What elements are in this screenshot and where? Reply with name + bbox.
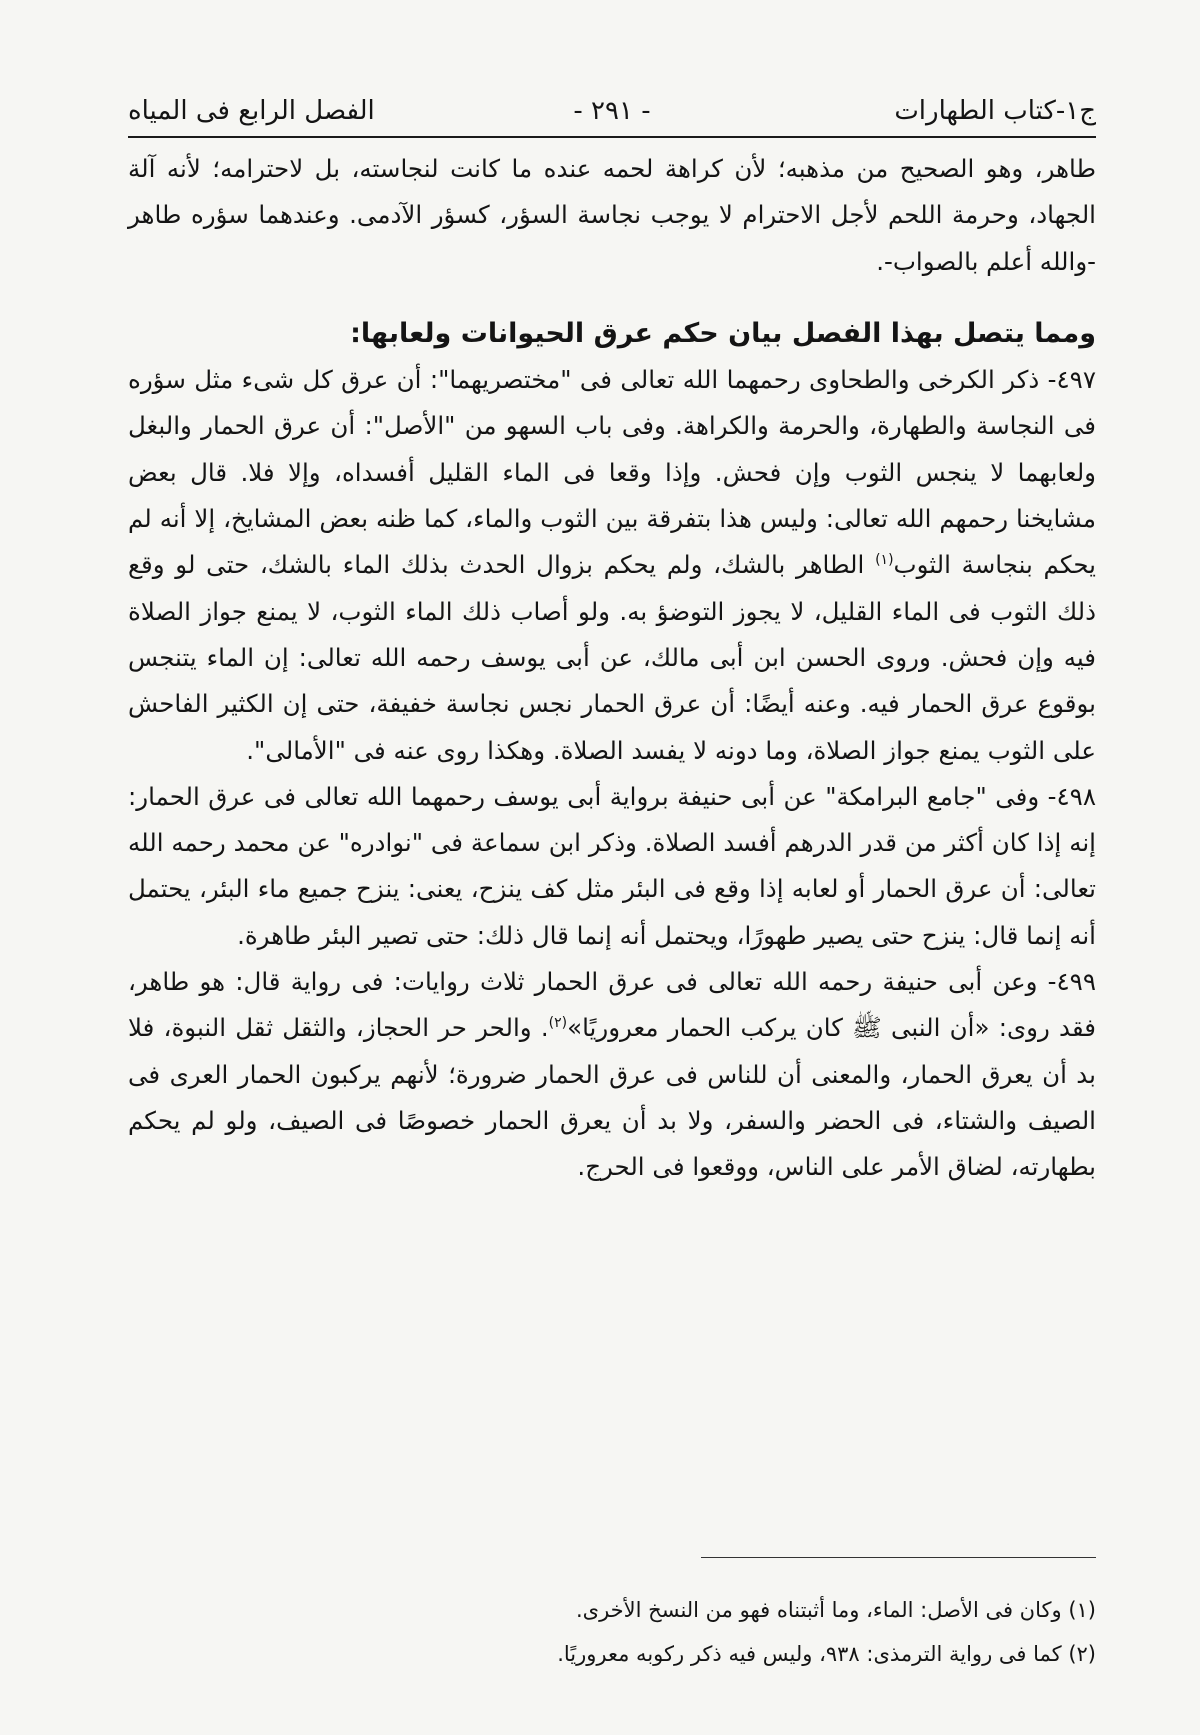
running-head-volume-book: ج١-كتاب الطهارات bbox=[894, 96, 1096, 126]
paragraph-498: ٤٩٨- وفى "جامع البرامكة" عن أبى حنيفة برواية أبى يوسف رحمهما الله تعالى فى عرق الحمار: إنه إذا كان أكثر من قدر الدرهم أفسد الصلاة. وذكر ابن سماعة فى "نوادره" عن محمد رحمه الله تعالى: أن عرق الحمار أو لعابه إذا وقع فى البئر مثل كف ينزح، يعنى: ينزح جميع ماء البئر، يحتمل أنه إنما قال: ينزح حتى يصير طهورًا، ويحتمل أنه إنما قال ذلك: حتى تصير البئر طاهرة. bbox=[128, 781, 1096, 950]
footnote-ref-2[interactable]: (٢) bbox=[548, 1015, 568, 1032]
running-head bbox=[128, 92, 1096, 138]
footnote-separator bbox=[701, 1557, 1096, 1558]
page-number: - ٢٩١ - bbox=[573, 96, 651, 126]
section-heading: ومما يتصل بهذا الفصل بيان حكم عرق الحيوانات ولعابها: bbox=[350, 317, 1096, 349]
footnote-1: (١) وكان فى الأصل: الماء، وما أثبتناه فهو من النسخ الأخرى. bbox=[575, 1598, 1096, 1622]
running-head-chapter: الفصل الرابع فى المياه bbox=[128, 96, 375, 126]
paragraph-continuation: طاهر، وهو الصحيح من مذهبه؛ لأن كراهة لحمه عنده ما كانت لنجاسته، بل لاحترامه؛ لأنه آلة الجهاد، وحرمة اللحم لأجل الاحترام لا يوجب نجاسة السؤر، كسؤر الآدمى. وعندهما سؤره طاهر -والله أعلم بالصواب-. bbox=[128, 154, 1096, 276]
paragraph-497 bbox=[128, 357, 1096, 774]
paragraph-499 bbox=[128, 959, 1096, 1190]
footnotes bbox=[128, 1588, 1096, 1676]
paragraph-499-part-b: . والحر حر الحجاز، والثقل ثقل النبوة، فلا بد أن يعرق الحمار، والمعنى أن للناس فى عرق الحمار ضرورة؛ لأنهم يركبون الحمار العرى فى الصيف والشتاء، فى الحضر والسفر، ولا بد أن يعرق الحمار خصوصًا فى الصيف، ولو لم يحكم بطهارته، لضاق الأمر على الناس، ووقعوا فى الحرج. bbox=[128, 1013, 1096, 1182]
paragraph-497-part-b: الطاهر بالشك، ولم يحكم بزوال الحدث بذلك الماء بالشك، حتى لو وقع ذلك الثوب فى الماء القليل، لا يجوز التوضؤ به. ولو أصاب ذلك الماء الثوب، لا يمنع جواز الصلاة فيه وإن فحش. وروى الحسن ابن أبى مالك، عن أبى يوسف رحمه الله تعالى: إن الماء يتنجس بوقوع عرق الحمار فيه. وعنه أيضًا: أن عرق الحمار نجس نجاسة خفيفة، حتى إن الكثير الفاحش على الثوب يمنع جواز الصلاة، وما دونه لا يفسد الصلاة. وهكذا روى عنه فى "الأمالى". bbox=[128, 550, 1096, 765]
paragraph-497-part-a: ٤٩٧- ذكر الكرخى والطحاوى رحمهما الله تعالى فى "مختصريهما": أن عرق كل شىء مثل سؤره فى النجاسة والطهارة، والحرمة والكراهة. وفى باب السهو من "الأصل": أن عرق الحمار والبغل ولعابهما لا ينجس الثوب وإن فحش. وإذا وقعا فى الماء القليل أفسداه، وإلا فلا. قال بعض مشايخنا رحمهم الله تعالى: وليس هذا بتفرقة بين الثوب والماء، كما ظنه بعض المشايخ، إلا أنه لم يحكم بنجاسة الثوب bbox=[128, 365, 1096, 580]
footnote-2: (٢) كما فى رواية الترمذى: ٩٣٨، وليس فيه ذكر ركوبه معروريًا. bbox=[557, 1642, 1096, 1666]
paragraph-499-part-a: ٤٩٩- وعن أبى حنيفة رحمه الله تعالى فى عرق الحمار ثلاث روايات: فى رواية قال: هو طاهر، فقد روى: «أن النبى ﷺ كان يركب الحمار معروريًا» bbox=[128, 967, 1096, 1043]
main-text bbox=[128, 146, 1096, 1191]
footnote-ref-1[interactable]: (١) bbox=[875, 552, 894, 569]
